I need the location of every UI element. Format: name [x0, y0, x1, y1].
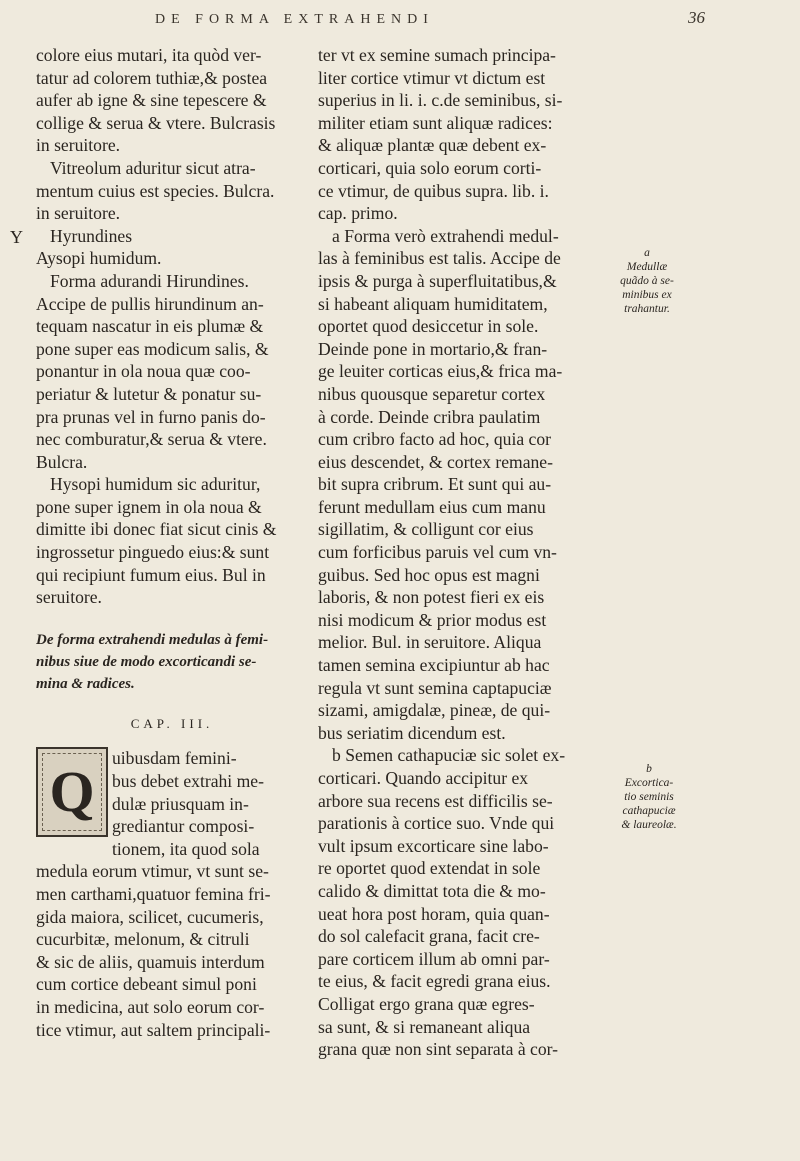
paragraph-2 — [318, 225, 596, 745]
text-line: ipsis & purga à superfluitatibus,& — [318, 270, 557, 291]
note-line: trahantur. — [624, 303, 670, 315]
note-line: minibus ex — [622, 289, 672, 301]
text-line: men carthami,quatuor femina fri- — [36, 884, 271, 904]
text-line: superius in li. i. c.de seminibus, si- — [318, 90, 563, 111]
text-line: si habeant aliquam humiditatem, — [318, 293, 548, 314]
text-line: nibus quousque separetur cortex — [318, 383, 546, 404]
heading-line: De forma extrahendi medulas à femi- — [36, 631, 269, 648]
text-line: Accipe de pullis hirundinum an- — [36, 293, 264, 314]
note-line: & laureolæ. — [621, 819, 677, 831]
text-line: grana quæ non sint separata à cor- — [318, 1039, 559, 1060]
right-column — [318, 44, 596, 1061]
text-line: ferunt medullam eius cum manu — [318, 496, 546, 517]
text-line: aufer ab igne & sine tepescere & — [36, 90, 267, 111]
text-line: qui recipiunt fumum eius. Bul in — [36, 564, 266, 585]
heading-line: mina & radices. — [36, 675, 135, 692]
folio-number: 36 — [688, 8, 705, 27]
text-line: ce vtimur, de quibus supra. lib. i. — [318, 180, 549, 201]
text-line: à corde. Deinde cribra paulatim — [318, 406, 541, 427]
text-line: colore eius mutari, ita quòd ver- — [36, 45, 262, 65]
paragraph-2 — [36, 157, 308, 225]
text-line: arbore sua recens est difficilis se- — [318, 790, 553, 811]
note-marker: b — [646, 763, 652, 775]
entry-title-aysopi: Aysopi humidum. — [36, 248, 162, 269]
paragraph-4 — [36, 473, 308, 609]
decorated-initial: Q — [36, 747, 108, 837]
text-line: pone super eas modicum salis, & — [36, 338, 269, 359]
text-line: corticari. Quando accipitur ex — [318, 768, 529, 788]
text-line: nec comburatur,& serua & vtere. — [36, 429, 267, 450]
text-line: re oportet quod extendat in sole — [318, 858, 541, 879]
text-line: tionem, ita quod sola — [112, 838, 260, 859]
text-line: dulæ priusquam in- — [112, 793, 249, 814]
text-line: sa sunt, & si remaneant aliqua — [318, 1016, 531, 1037]
text-line: seruitore. — [36, 587, 102, 608]
text-line: sigillatim, & colligunt cor eius — [318, 519, 534, 540]
text-line: melior. Bul. in seruitore. Aliqua — [318, 632, 542, 653]
text-line: parationis à cortice suo. Vnde qui — [318, 813, 555, 834]
paragraph-1 — [36, 44, 308, 157]
text-line: in seruitore. — [36, 135, 121, 156]
text-line: calido & dimittat tota die & mo- — [318, 880, 546, 901]
running-header — [155, 8, 705, 28]
text-line: bus debet extrahi me- — [112, 771, 264, 792]
text-line: & aliquæ plantæ quæ debent ex- — [318, 135, 547, 156]
text-line: gida maiora, scilicet, cucumeris, — [36, 906, 264, 927]
margin-mark-y: Y — [10, 227, 23, 247]
text-line: cap. primo. — [318, 203, 398, 224]
margin-note-a — [606, 246, 688, 316]
text-line: cum cribro facto ad hoc, quia cor — [318, 429, 552, 450]
text-line: mentum cuius est species. Bulcra. — [36, 180, 275, 201]
text-line: sizami, amigdalæ, pineæ, de qui- — [318, 700, 551, 721]
text-line: pra prunas vel in furno panis do- — [36, 406, 266, 427]
text-line: guibus. Sed hoc opus est magni — [318, 564, 540, 585]
text-line: vult ipsum excorticare sine labo- — [318, 835, 549, 856]
text-line: Forma adurandi Hirundines. — [50, 270, 249, 291]
text-line: ter vt ex semine sumach principa- — [318, 45, 556, 65]
text-line: tatur ad colorem tuthiæ,& postea — [36, 67, 268, 88]
text-line: eius descendet, & cortex remane- — [318, 451, 553, 472]
text-line: tequam nascatur in eis plumæ & — [36, 316, 264, 337]
text-line: cucurbitæ, melonum, & citruli — [36, 929, 250, 950]
text-line: collige & serua & vtere. Bulcrasis — [36, 112, 276, 133]
text-line: periatur & lutetur & ponatur su- — [36, 383, 262, 404]
text-line: cum cortice debeant simul poni — [36, 974, 257, 995]
text-line: ponantur in ola noua quæ coo- — [36, 361, 251, 382]
text-line: b Semen cathapuciæ sic solet ex- — [332, 745, 566, 766]
text-line: Deinde pone in mortario,& fran- — [318, 338, 548, 359]
text-line: militer etiam sunt aliquæ radices: — [318, 112, 553, 133]
entry-title-hyrundines: Hyrundines — [50, 225, 133, 246]
text-line: las à feminibus est talis. Accipe de — [318, 248, 561, 269]
chapter-number: CAP. III. — [130, 715, 214, 731]
heading-line: nibus siue de modo excorticandi se- — [36, 653, 257, 670]
text-line: Bulcra. — [36, 451, 88, 472]
text-line: do sol calefacit grana, facit cre- — [318, 926, 540, 947]
text-line: Hysopi humidum sic aduritur, — [50, 474, 261, 495]
text-line: ueat hora post horam, quia quan- — [318, 903, 550, 924]
text-line: corticari, quia solo eorum corti- — [318, 157, 542, 178]
note-line: quãdo à se- — [620, 275, 674, 287]
text-line: Vitreolum aduritur sicut atra- — [50, 157, 256, 178]
note-line: tio seminis — [624, 791, 674, 803]
text-line: bus seriatim dicendum est. — [318, 722, 506, 743]
paragraph-5 — [36, 860, 308, 1041]
text-line: oportet quod desiccetur in sole. — [318, 316, 539, 337]
text-line: uibusdam femini- — [112, 748, 237, 769]
paragraph-1 — [318, 44, 596, 225]
text-line: Colligat ergo grana quæ egres- — [318, 993, 535, 1014]
note-marker: a — [644, 247, 650, 259]
text-line: in medicina, aut solo eorum cor- — [36, 996, 265, 1017]
note-line: cathapuciæ — [622, 805, 676, 817]
text-line: bit supra cribrum. Et sunt qui au- — [318, 474, 552, 495]
paragraph-3 — [318, 744, 596, 1060]
left-column — [36, 44, 308, 1041]
note-line: Medullæ — [626, 261, 668, 273]
text-line: grediantur composi- — [112, 816, 255, 837]
running-title: DE FORMA EXTRAHENDI — [155, 12, 434, 27]
text-line: pone super ignem in ola noua & — [36, 496, 262, 517]
text-line: cum forficibus paruis vel cum vn- — [318, 542, 557, 563]
margin-note-b — [608, 762, 690, 832]
initial-block — [36, 747, 308, 860]
text-line: ge leuiter corticas eius,& frica ma- — [318, 361, 563, 382]
text-line: pare corticem illum ab omni par- — [318, 948, 550, 969]
text-line: te eius, & facit egredi grana eius. — [318, 971, 551, 992]
text-line: tice vtimur, aut saltem principali- — [36, 1019, 271, 1040]
paragraph-3 — [36, 270, 308, 473]
chapter-heading — [36, 629, 308, 695]
text-line: & sic de aliis, quamuis interdum — [36, 951, 265, 972]
text-line: in seruitore. — [36, 203, 121, 224]
text-line: medula eorum vtimur, vt sunt se- — [36, 861, 269, 882]
note-line: Excortica- — [624, 777, 674, 789]
text-line: laboris, & non potest fieri ex eis — [318, 587, 545, 608]
text-line: liter cortice vtimur vt dictum est — [318, 67, 546, 88]
text-line: nisi modicum & prior modus est — [318, 609, 547, 630]
text-line: ingrossetur pinguedo eius:& sunt — [36, 542, 270, 563]
text-line: dimitte ibi donec fiat sicut cinis & — [36, 519, 277, 540]
text-line: regula vt sunt semina captapuciæ — [318, 677, 552, 698]
text-line: tamen semina excipiuntur ab hac — [318, 655, 550, 676]
text-line: a Forma verò extrahendi medul- — [332, 225, 559, 246]
